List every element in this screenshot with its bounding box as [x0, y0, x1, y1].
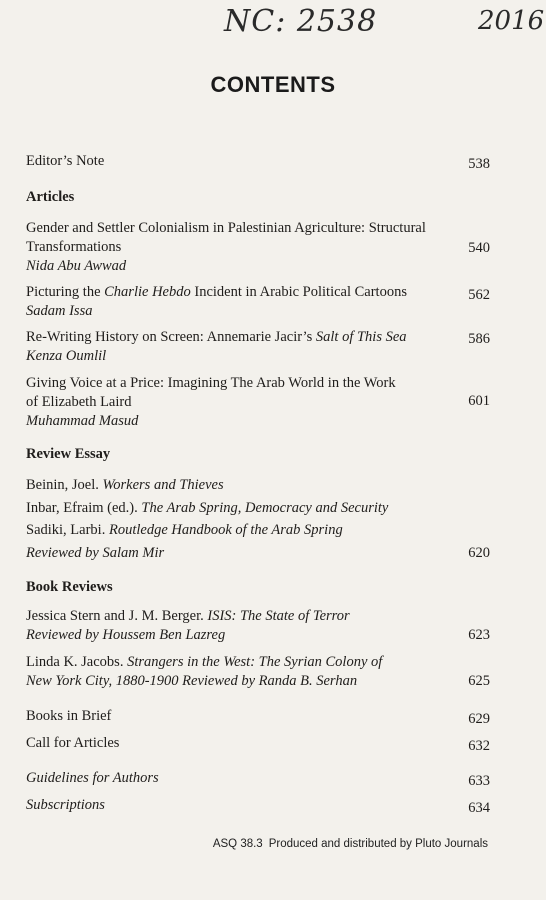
book-review-1-page: 623 — [468, 627, 490, 643]
subscriptions-label: Subscriptions — [26, 797, 105, 813]
article-1-entry — [26, 219, 426, 276]
book-review-2-citation-line2 — [26, 672, 426, 691]
book-review-1-citation — [26, 607, 426, 626]
footer-issue: ASQ 38.3 — [212, 838, 263, 850]
handwritten-catalog-number: NC: 2538 — [224, 4, 378, 39]
article-2-author: Sadam Issa — [26, 303, 93, 319]
review-essay-book-1-author: Beinin, Joel. — [26, 477, 103, 493]
review-essay-reviewer: Reviewed by Salam Mir — [26, 544, 165, 561]
book-review-2-citation-line1 — [26, 653, 426, 672]
call-for-articles-page: 632 — [468, 738, 490, 754]
review-essay-book-1 — [26, 474, 426, 497]
article-3-title-italic: Salt of This Sea — [315, 329, 407, 345]
article-4-title-line1: Giving Voice at a Price: Imagining The Arab World in the Work — [26, 375, 396, 391]
editors-note-page: 538 — [468, 156, 490, 172]
article-4-entry — [26, 374, 426, 431]
section-heading-articles: Articles — [26, 189, 75, 205]
guidelines-for-authors-page: 633 — [468, 773, 490, 789]
article-2-title-post: Incident in Arabic Political Cartoons — [190, 284, 407, 300]
book-review-2-title-line1: Strangers in the West: The Syrian Colony of — [127, 654, 383, 670]
book-review-2-entry — [26, 653, 426, 691]
book-review-2-page: 625 — [468, 673, 490, 689]
review-essay-book-2-title: The Arab Spring, Democracy and Security — [141, 499, 389, 516]
article-1-title-line1: Gender and Settler Colonialism in Palestinian Agriculture: Structural — [26, 220, 426, 236]
article-4-page: 601 — [468, 393, 490, 409]
article-2-page: 562 — [468, 287, 490, 303]
book-review-2-author: Linda K. Jacobs. — [26, 654, 128, 670]
book-review-1-entry — [26, 607, 426, 645]
review-essay-page: 620 — [468, 545, 490, 561]
guidelines-for-authors-label: Guidelines for Authors — [26, 770, 159, 786]
page-footer — [207, 838, 488, 850]
review-essay-book-1-title: Workers and Thieves — [102, 477, 224, 493]
book-review-1-author: Jessica Stern and J. M. Berger. — [26, 608, 208, 624]
article-3-entry — [26, 328, 426, 366]
article-3-page: 586 — [468, 331, 490, 347]
article-1-author: Nida Abu Awwad — [26, 258, 127, 274]
book-review-2-title-line2: New York City, 1880-1900 — [26, 673, 179, 689]
handwritten-year: 2016 — [478, 6, 545, 36]
editors-note-label: Editor’s Note — [26, 153, 105, 169]
review-essay-book-3 — [26, 519, 426, 542]
call-for-articles-label: Call for Articles — [26, 735, 120, 751]
footer-publisher: Produced and distributed by Pluto Journals — [268, 838, 488, 850]
review-essay-book-2-author: Inbar, Efraim (ed.). — [26, 499, 142, 516]
books-in-brief-page: 629 — [468, 711, 490, 727]
review-essay-book-3-title: Routledge Handbook of the Arab Spring — [108, 522, 343, 538]
review-essay-book-2 — [26, 497, 426, 520]
article-1-page: 540 — [468, 240, 490, 256]
review-essay-entry — [26, 474, 426, 564]
article-4-title-line2: of Elizabeth Laird — [26, 394, 132, 410]
article-1-title-line2: Transformations — [26, 239, 122, 255]
books-in-brief-label: Books in Brief — [26, 708, 112, 724]
book-review-2-reviewer: Reviewed by Randa B. Serhan — [178, 673, 358, 689]
section-heading-book-reviews: Book Reviews — [26, 579, 113, 595]
article-2-title-italic: Charlie Hebdo — [104, 284, 191, 300]
page-title: CONTENTS — [210, 72, 336, 97]
article-3-title — [26, 328, 426, 347]
book-review-1-title: ISIS: The State of Terror — [207, 608, 350, 624]
article-2-title-pre: Picturing the — [26, 284, 105, 300]
article-3-title-pre: Re-Writing History on Screen: Annemarie Jacir’s — [26, 329, 316, 345]
article-4-author: Muhammad Masud — [26, 413, 139, 429]
review-essay-book-3-author: Sadiki, Larbi. — [26, 522, 109, 538]
article-3-author: Kenza Oumlil — [26, 348, 107, 364]
article-2-title — [26, 283, 426, 302]
subscriptions-page: 634 — [468, 800, 490, 816]
section-heading-review-essay: Review Essay — [26, 446, 111, 462]
article-2-entry — [26, 283, 426, 321]
book-review-1-reviewer: Reviewed by Houssem Ben Lazreg — [26, 627, 226, 643]
